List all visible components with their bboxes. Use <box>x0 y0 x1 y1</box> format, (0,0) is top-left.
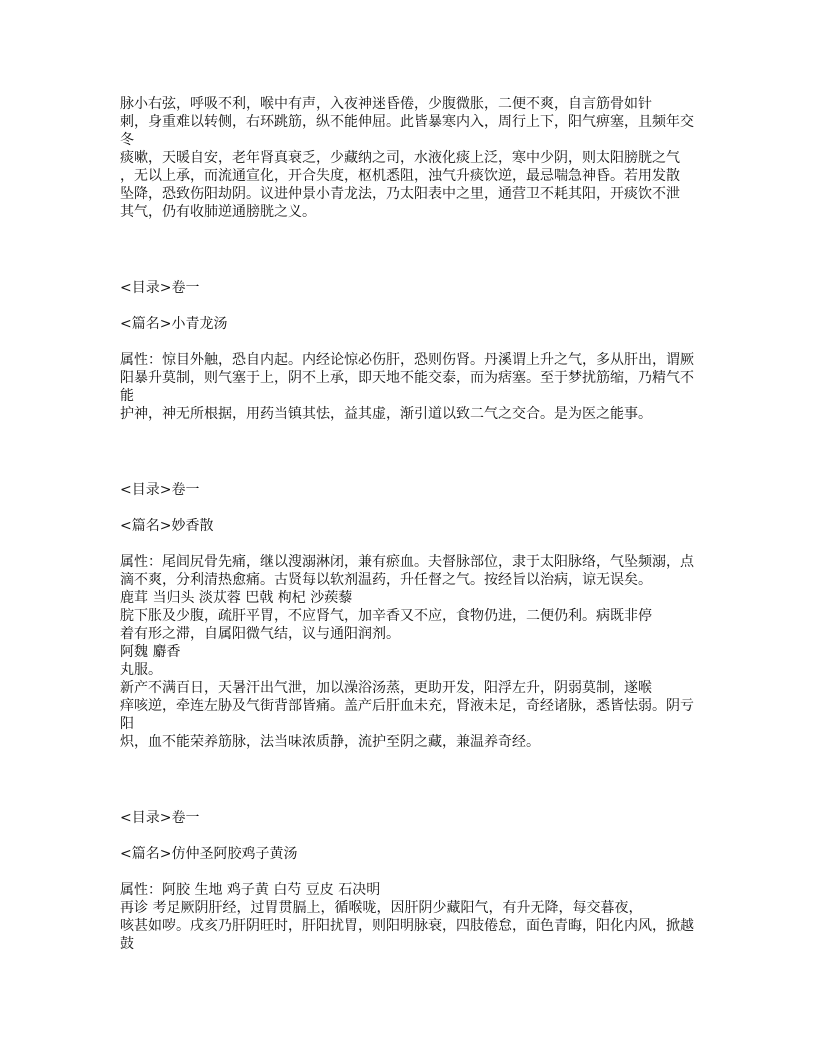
body-text-line: 阿魏 麝香 <box>120 644 181 660</box>
body-text-line: 脉小右弦，呼吸不利，喉中有声，入夜神迷昏倦，少腹微胀，二便不爽，自言筋骨如针 <box>120 96 652 112</box>
document-section <box>120 279 700 423</box>
document-section <box>120 95 700 221</box>
body-text-line: 刺，身重难以转侧，右环跳筋，纵不能伸屈。此皆暴寒内入，周行上下，阳气痹塞，且频年交 <box>120 114 694 130</box>
body-text-line: 炽，血不能荣养筋脉，法当味浓质静，流护至阴之藏，兼温养奇经。 <box>120 734 540 750</box>
body-text-line: 阳暴升莫制，则气塞于上，阴不上承，即天地不能交泰，而为痞塞。至于梦扰筋缩，乃精气不 <box>120 370 694 386</box>
catalog-heading: <目录>卷一 <box>120 482 200 498</box>
body-text-line: 其气，仍有收肺逆通膀胱之义。 <box>120 204 316 220</box>
catalog-heading: <目录>卷一 <box>120 280 200 296</box>
body-text-line: 鹿茸 当归头 淡苁蓉 巴戟 枸杞 沙蒺藜 <box>120 590 353 606</box>
chapter-title: <篇名>仿仲圣阿胶鸡子黄汤 <box>120 846 298 862</box>
body-text-line: 咳甚如哕。戌亥乃肝阴旺时，肝阳扰胃，则阳明脉衰，四肢倦怠，面色青晦，阳化内风，掀越 <box>120 918 694 934</box>
body-text-line: 着有形之滞，自属阳微气结，议与通阳润剂。 <box>120 626 400 642</box>
body-text-line: 坠降，恐致伤阳劫阴。议进仲景小青龙法，乃太阳表中之里，通营卫不耗其阳，开痰饮不泄 <box>120 186 680 202</box>
document-section <box>120 481 700 751</box>
body-text-line: 冬 <box>120 132 134 148</box>
body-text-line: 脘下胀及少腹，疏肝平胃，不应肾气，加辛香又不应，食物仍进，二便仍利。病既非停 <box>120 608 652 624</box>
body-text-line: 痒咳逆，牵连左胁及气街背部皆痛。盖产后肝血未充，肾液未足，奇经诸脉，悉皆怯弱。阴亏 <box>120 698 694 714</box>
body-text-line: 属性：惊目外触，恐自内起。内经论惊必伤肝，恐则伤肾。丹溪谓上升之气，多从肝出，谓厥 <box>120 352 694 368</box>
body-text-line: 属性：尾闾尻骨先痛，继以溲溺淋闭，兼有瘀血。夫督脉部位，隶于太阳脉络，气坠频溺，点 <box>120 554 694 570</box>
body-text-line: 新产不满百日，天暑汗出气泄，加以澡浴汤蒸，更助开发，阳浮左升，阴弱莫制，遂喉 <box>120 680 652 696</box>
body-text-line: ，无以上承，而流通宣化，开合失度，枢机悉阻，浊气升痰饮逆，最忌喘急神昏。若用发散 <box>120 168 680 184</box>
body-text-line: 属性：阿胶 生地 鸡子黄 白芍 豆皮 石决明 <box>120 882 381 898</box>
body-text-line: 再诊 考足厥阴肝经，过胃贯膈上，循喉咙，因肝阴少藏阳气，有升无降，每交暮夜， <box>120 900 643 916</box>
catalog-heading: <目录>卷一 <box>120 810 200 826</box>
document-page <box>120 95 700 953</box>
chapter-title: <篇名>妙香散 <box>120 518 214 534</box>
document-section <box>120 809 700 953</box>
body-text-line: 丸服。 <box>120 662 162 678</box>
body-text-line: 鼓 <box>120 936 134 952</box>
body-text-line: 能 <box>120 388 134 404</box>
body-text-line: 阳 <box>120 716 134 732</box>
body-text-line: 护神，神无所根据，用药当镇其怯，益其虚，渐引道以致二气之交合。是为医之能事。 <box>120 406 652 422</box>
body-text-line: 滴不爽，分利清热愈痛。古贤每以软剂温药，升任督之气。按经旨以治病，谅无误矣。 <box>120 572 652 588</box>
body-text-line: 痰嗽，天暖自安，老年肾真衰乏，少藏纳之司，水液化痰上泛，寒中少阴，则太阳膀胱之气 <box>120 150 680 166</box>
chapter-title: <篇名>小青龙汤 <box>120 316 228 332</box>
